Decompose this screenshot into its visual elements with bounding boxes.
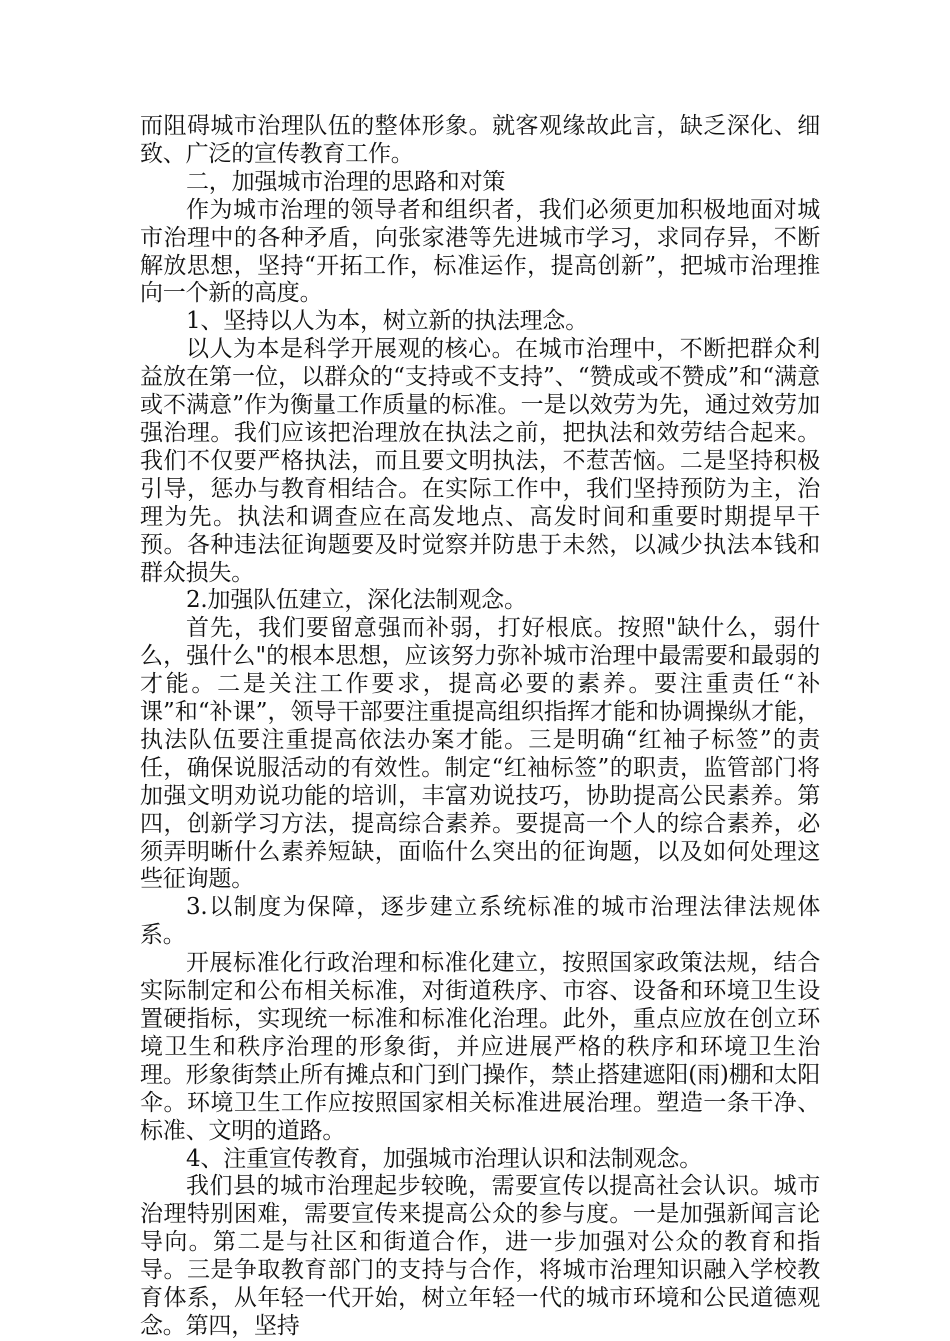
- paragraph: 首先，我们要留意强而补弱，打好根底。按照"缺什么，弱什么，强什么"的根本思想，应该努力弥补城市治理中最需要和最弱的才能。二是关注工作要求，提高必要的素养。要注重责任“补课”和“补课”，领导干部要注重提高组织指挥才能和协调操纵才能，执法队伍要注重提高依法办案才能。三是明确“红袖子标签”的责任，确保说服活动的有效性。制定“红袖标签”的职责，监管部门将加强文明劝说功能的培训，丰富劝说技巧，协助提高公民素养。第四，创新学习方法，提高综合素养。要提高一个人的综合素养，必须弄明晰什么素养短缺，面临什么突出的征询题，以及如何处理这些征询题。: [140, 615, 820, 893]
- subsection-heading: 1、坚持以人为本，树立新的执法理念。: [186, 308, 589, 335]
- subsection-heading: 2.加强队伍建立，深化法制观念。: [186, 587, 527, 614]
- paragraph: 开展标准化行政治理和标准化建立，按照国家政策法规，结合实际制定和公布相关标准，对街道秩序、市容、设备和环境卫生设置硬指标，实现统一标准和标准化治理。此外，重点应放在创立环境卫生和秩序治理的形象街，并应进展严格的秩序和环境卫生治理。形象街禁止所有摊点和门到门操作，禁止搭建遮阳(雨)棚和太阳伞。环境卫生工作应按照国家相关标准进展治理。塑造一条干净、标准、文明的道路。: [140, 950, 820, 1144]
- subsection-heading: 3.以制度为保障，逐步建立系统标准的城市治理法律法规体系。: [140, 894, 820, 949]
- paragraph: 而阻碍城市治理队伍的整体形象。就客观缘故此言，缺乏深化、细致、广泛的宣传教育工作。: [140, 113, 820, 167]
- paragraph: 作为城市治理的领导者和组织者，我们必须更加积极地面对城市治理中的各种矛盾，向张家港等先进城市学习，求同存异，不断解放思想，坚持“开拓工作，标准运作，提高创新”，把城市治理推向一个新的高度。: [140, 196, 820, 307]
- section-heading: 二，加强城市治理的思路和对策: [186, 168, 506, 195]
- subsection-heading: 4、注重宣传教育，加强城市治理认识和法制观念。: [186, 1145, 703, 1172]
- paragraph: 以人为本是科学开展观的核心。在城市治理中，不断把群众利益放在第一位，以群众的“支持或不支持”、“赞成或不赞成”和“满意或不满意”作为衡量工作质量的标准。一是以效劳为先，通过效劳加强治理。我们应该把治理放在执法之前，把执法和效劳结合起来。我们不仅要严格执法，而且要文明执法，不惹苦恼。二是坚持积极引导，惩办与教育相结合。在实际工作中，我们坚持预防为主，治理为先。执法和调查应在高发地点、高发时间和重要时期提早干预。各种违法征询题要及时觉察并防患于未然，以减少执法本钱和群众损失。: [140, 336, 820, 586]
- document-body: [140, 113, 820, 1341]
- paragraph: 我们县的城市治理起步较晚，需要宣传以提高社会认识。城市治理特别困难，需要宣传来提高公众的参与度。一是加强新闻言论导向。第二是与社区和街道合作，进一步加强对公众的教育和指导。三是争取教育部门的支持与合作，将城市治理知识融入学校教育体系，从年轻一代开始，树立年轻一代的城市环境和公民道德观念。第四，坚持: [140, 1173, 820, 1339]
